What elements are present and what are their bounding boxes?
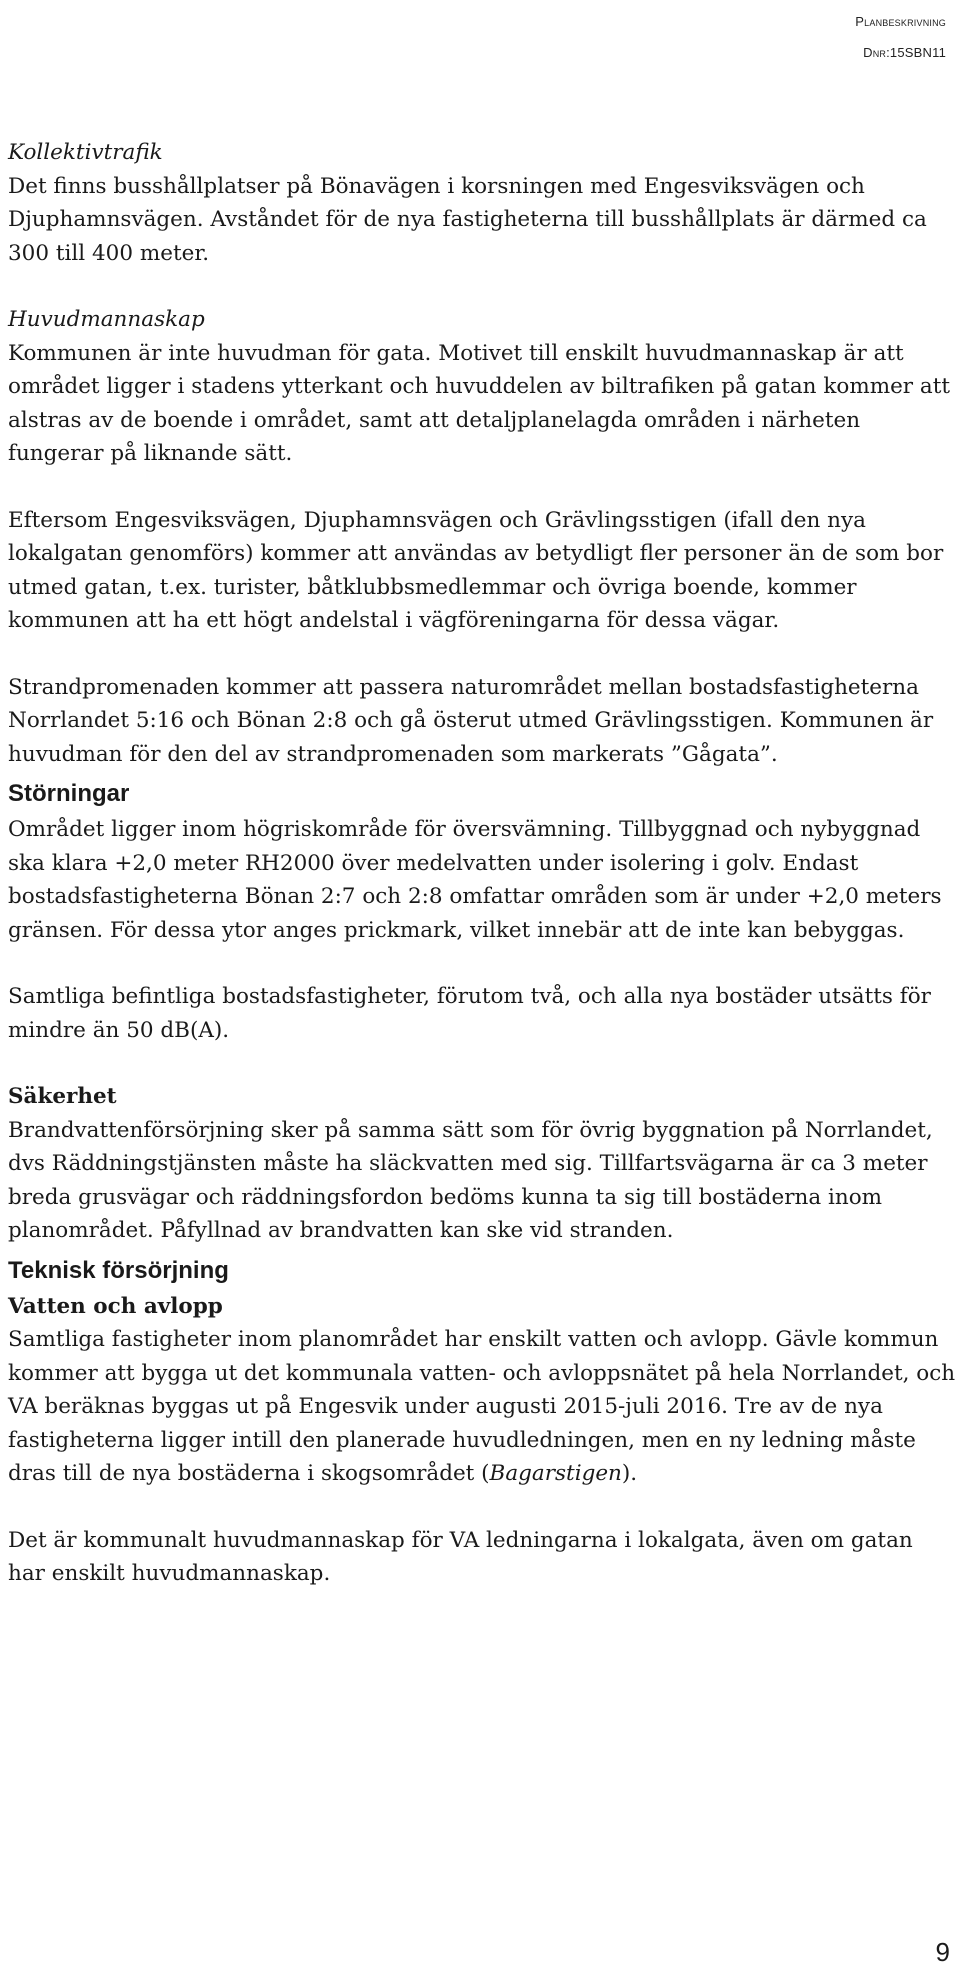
heading-teknisk-forsorjning: Teknisk försörjning xyxy=(8,1256,229,1284)
doc-type: Planbeskrivning xyxy=(855,14,946,29)
paragraph-teknisk-1-end: ). xyxy=(621,1461,638,1486)
section-kollektivtrafik xyxy=(8,136,956,270)
section-huvudmannaskap xyxy=(8,303,956,471)
paragraph-teknisk-1-italic: Bagarstigen xyxy=(489,1461,622,1486)
subheading-vatten-och-avlopp: Vatten och avlopp xyxy=(8,1293,223,1319)
paragraph-storningar-2: Samtliga befintliga bostadsfastigheter, förutom två, och alla nya bostäder utsätts för mindre än 50 dB(A). xyxy=(8,984,931,1043)
paragraph-teknisk-1 xyxy=(8,1323,956,1491)
paragraph-huvudmannaskap-2: Eftersom Engesviksvägen, Djuphamnsvägen och Grävlingsstigen (ifall den nya lokalgatan genomförs) kommer att användas av betydligt fler personer än de som bor utmed gatan, t.ex. turister, båtklubbsmedlemmar och övriga boende, kommer kommunen att ha ett högt andelstal i vägföreningarna för dessa vägar. xyxy=(8,507,944,633)
heading-huvudmannaskap: Huvudmannaskap xyxy=(8,307,205,332)
document-body xyxy=(8,136,956,1591)
heading-storningar: Störningar xyxy=(8,780,130,807)
paragraph-huvudmannaskap-3: Strandpromenaden kommer att passera naturområdet mellan bostadsfastigheterna Norrlandet 5:16 och Bönan 2:8 och gå österut utmed Grävlingsstigen. Kommunen är huvudman för den del av strandpromenaden som markerats ”Gågata”. xyxy=(8,674,934,767)
paragraph-teknisk-2: Det är kommunalt huvudmannaskap för VA ledningarna i lokalgata, även om gatan har enskilt huvudmannaskap. xyxy=(8,1527,913,1586)
paragraph-teknisk-1-text: Samtliga fastigheter inom planområdet har enskilt vatten och avlopp. Gävle kommun kommer att bygga ut det kommunala vatten- och avloppsnätet på hela Norrlandet, och VA beräknas byggas ut på Engesvik under augusti 2015-juli 2016. Tre av de nya fastigheterna ligger intill den planerade huvudledningen, men en ny ledning måste dras till de nya bostäderna i skogsområdet ( xyxy=(8,1327,956,1486)
paragraph-kollektivtrafik: Det finns busshållplatser på Bönavägen i korsningen med Engesviksvägen och Djuphamnsvägen. Avståndet för de nya fastigheterna till busshållplats är därmed ca 300 till 400 meter. xyxy=(8,173,927,266)
paragraph-huvudmannaskap-1: Kommunen är inte huvudman för gata. Motivet till enskilt huvudmannaskap är att området ligger i stadens ytterkant och huvuddelen av biltrafiken på gatan kommer att alstras av de boende i området, samt att detaljplanelagda områden i närheten fungerar på liknande sätt. xyxy=(8,340,951,466)
paragraph-storningar-1: Området ligger inom högriskområde för översvämning. Tillbyggnad och nybyggnad ska klara +2,0 meter RH2000 över medelvatten under isolering i golv. Endast bostadsfastigheterna Bönan 2:7 och 2:8 omfattar områden som är under +2,0 meters gränsen. För dessa ytor anges prickmark, vilket innebär att de inte kan bebyggas. xyxy=(8,817,942,943)
heading-sakerhet: Säkerhet xyxy=(8,1084,117,1109)
heading-kollektivtrafik: Kollektivtrafik xyxy=(8,140,163,165)
doc-number: Dnr:15SBN11 xyxy=(863,45,946,60)
page-number: 9 xyxy=(935,1937,950,1967)
paragraph-sakerhet-1: Brandvattenförsörjning sker på samma sätt som för övrig byggnation på Norrlandet, dvs Räddningstjänsten måste ha släckvatten med sig. Tillfartsvägarna är ca 3 meter breda grusvägar och räddningsfordon bedöms kunna ta sig till bostäderna inom planområdet. Påfyllnad av brandvatten kan ske vid stranden. xyxy=(8,1117,933,1243)
page-header xyxy=(855,6,946,68)
section-sakerhet xyxy=(8,1080,956,1248)
